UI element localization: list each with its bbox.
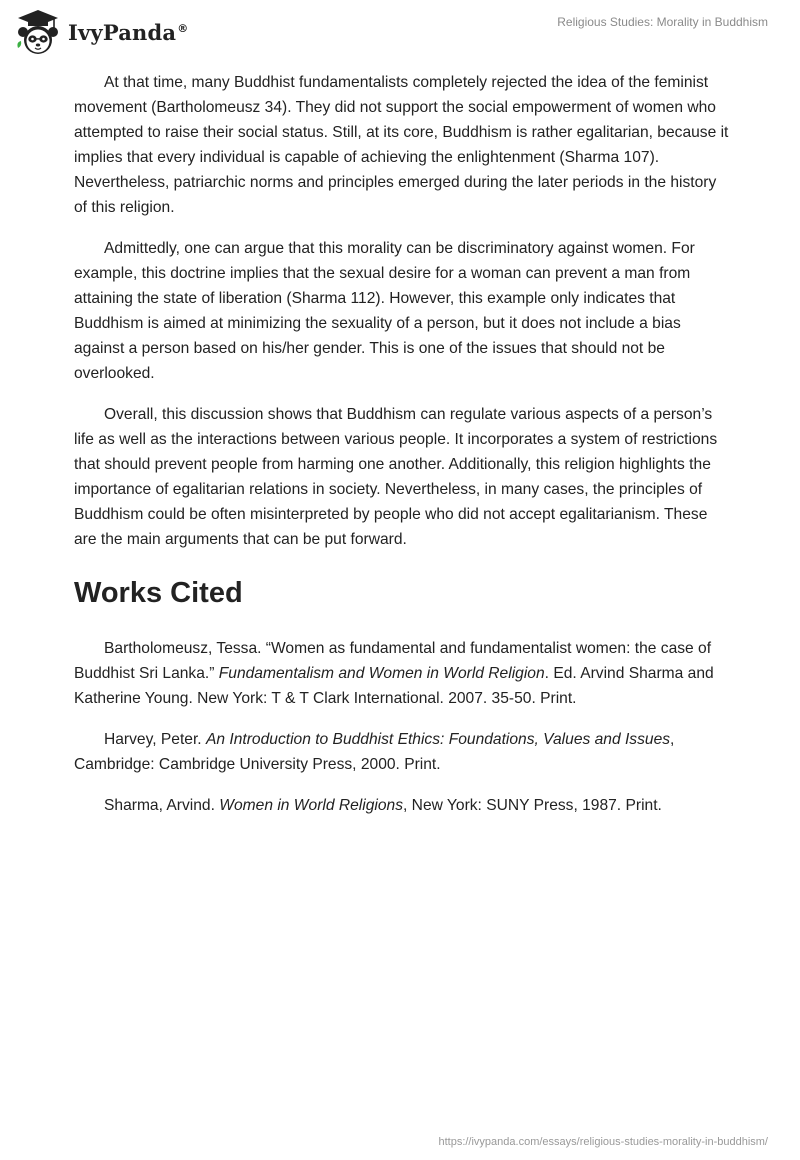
essay-content bbox=[74, 70, 730, 834]
citation-text: Bartholomeusz, Tessa. “Women as fundamental and fundamentalist women: the case of Buddhist Sri Lanka.” bbox=[74, 640, 712, 682]
citation-entry bbox=[74, 636, 730, 711]
source-url[interactable]: https://ivypanda.com/essays/religious-studies-morality-in-buddhism/ bbox=[438, 1136, 768, 1148]
ivypanda-logo[interactable] bbox=[14, 8, 188, 56]
body-paragraph: Overall, this discussion shows that Buddhism can regulate various aspects of a person’s life as well as the interactions between various people. It incorporates a system of restrictions that should prevent people from harming one another. Additionally, this religion highlights the importance of egalitarian relations in society. Nevertheless, in many cases, the principles of Buddhism could be often misinterpreted by people who did not accept egalitarianism. These are the main arguments that can be put forward. bbox=[74, 406, 718, 548]
citation-text: . Ed. Arvind Sharma and Katherine Young. New York: T & T Clark International. 2007. 35-50. Print. bbox=[74, 665, 714, 707]
running-title: Religious Studies: Morality in Buddhism bbox=[557, 15, 768, 29]
citation-text: , New York: SUNY Press, 1987. Print. bbox=[403, 797, 662, 814]
citation-entry bbox=[74, 727, 730, 777]
citation-text: , Cambridge: Cambridge University Press, 2000. Print. bbox=[74, 731, 675, 773]
works-cited-heading: Works Cited bbox=[74, 577, 243, 609]
citation-text: Harvey, Peter. bbox=[104, 731, 206, 748]
body-paragraph: At that time, many Buddhist fundamentalists completely rejected the idea of the feminist movement (Bartholomeusz 34). They did not support the social empowerment of women who attempted to raise their social status. Still, at its core, Buddhism is rather egalitarian, because it implies that every individual is capable of achieving the enlightenment (Sharma 107). Nevertheless, patriarchic norms and principles emerged during the later periods in the history of this religion. bbox=[74, 74, 729, 216]
registered-mark: ® bbox=[177, 21, 189, 35]
citation-title: Women in World Religions bbox=[219, 797, 404, 814]
body-paragraph: Admittedly, one can argue that this morality can be discriminatory against women. For example, this doctrine implies that the sexual desire for a woman can prevent a man from attaining the state of liberation (Sharma 112). However, this example only indicates that Buddhism is aimed at minimizing the sexuality of a person, but it does not include a bias against a person based on his/her gender. This is one of the issues that should not be overlooked. bbox=[74, 240, 695, 382]
citation-entry bbox=[74, 793, 730, 818]
citation-text: Sharma, Arvind. bbox=[104, 797, 220, 814]
brand-name: IvyPanda® bbox=[68, 19, 189, 45]
panda-graduate-icon bbox=[14, 8, 62, 56]
citation-title: An Introduction to Buddhist Ethics: Foundations, Values and Issues bbox=[205, 731, 671, 748]
citation-title: Fundamentalism and Women in World Religion bbox=[218, 665, 545, 682]
page-header bbox=[0, 0, 800, 64]
